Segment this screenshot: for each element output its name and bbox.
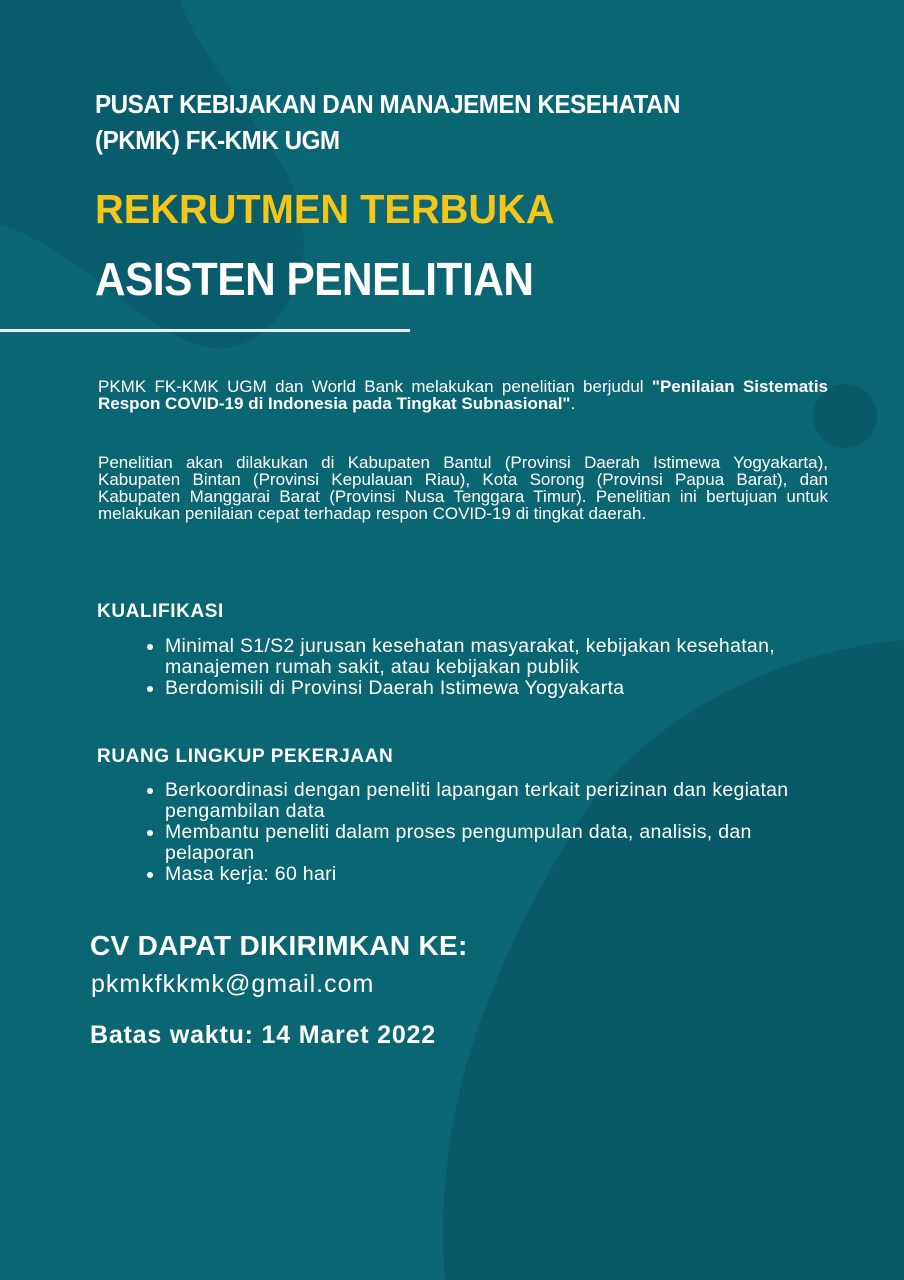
org-line-1: PUSAT KEBIJAKAN DAN MANAJEMEN KESEHATAN <box>95 89 681 119</box>
headline: REKRUTMEN TERBUKA <box>95 186 555 232</box>
study-title: "Penilaian Sistematis Respon COVID-19 di Indonesia pada Tingkat Subnasional" <box>98 377 828 413</box>
list-item: • Minimal S1/S2 jurusan kesehatan masyarakat, kebijakan kesehatan, manajemen rumah sakit, atau kebijakan publik <box>165 636 825 678</box>
intro-paragraph <box>98 378 828 412</box>
divider <box>0 329 410 332</box>
list-item: • Masa kerja: 60 hari <box>165 864 825 885</box>
scope-list <box>145 780 825 885</box>
deadline: Batas waktu: 14 Maret 2022 <box>90 1021 436 1049</box>
list-item: • Membantu peneliti dalam proses pengumpulan data, analisis, dan pelaporan <box>165 822 825 864</box>
intro-lead: PKMK FK-KMK UGM dan World Bank melakukan penelitian berjudul <box>98 377 652 396</box>
location-paragraph: Penelitian akan dilakukan di Kabupaten Bantul (Provinsi Daerah Istimewa Yogyakarta), Kabupaten Bintan (Provinsi Kepulauan Riau), Kota Sorong (Provinsi Papua Barat), dan Kabupaten Manggarai Barat (Provinsi Nusa Tenggara Timur). Penelitian ini bertujuan untuk melakukan penilaian cepat terhadap respon COVID-19 di tingkat daerah. <box>98 453 828 523</box>
qualifications-heading: KUALIFIKASI <box>97 601 224 622</box>
org-line-2: (PKMK) FK-KMK UGM <box>95 125 340 155</box>
position-title: ASISTEN PENELITIAN <box>95 253 534 305</box>
list-item: • Berkoordinasi dengan peneliti lapangan terkait perizinan dan kegiatan pengambilan data <box>165 780 825 822</box>
intro-end: . <box>570 394 576 413</box>
cv-heading: CV DAPAT DIKIRIMKAN KE: <box>90 930 468 961</box>
scope-heading: RUANG LINGKUP PEKERJAAN <box>97 746 394 767</box>
qualifications-list <box>145 636 825 699</box>
list-item: • Berdomisili di Provinsi Daerah Istimewa Yogyakarta <box>165 678 825 699</box>
organization-name <box>95 86 680 158</box>
background-shape <box>443 640 904 1280</box>
email-link[interactable]: pkmkfkkmk@gmail.com <box>91 970 375 998</box>
